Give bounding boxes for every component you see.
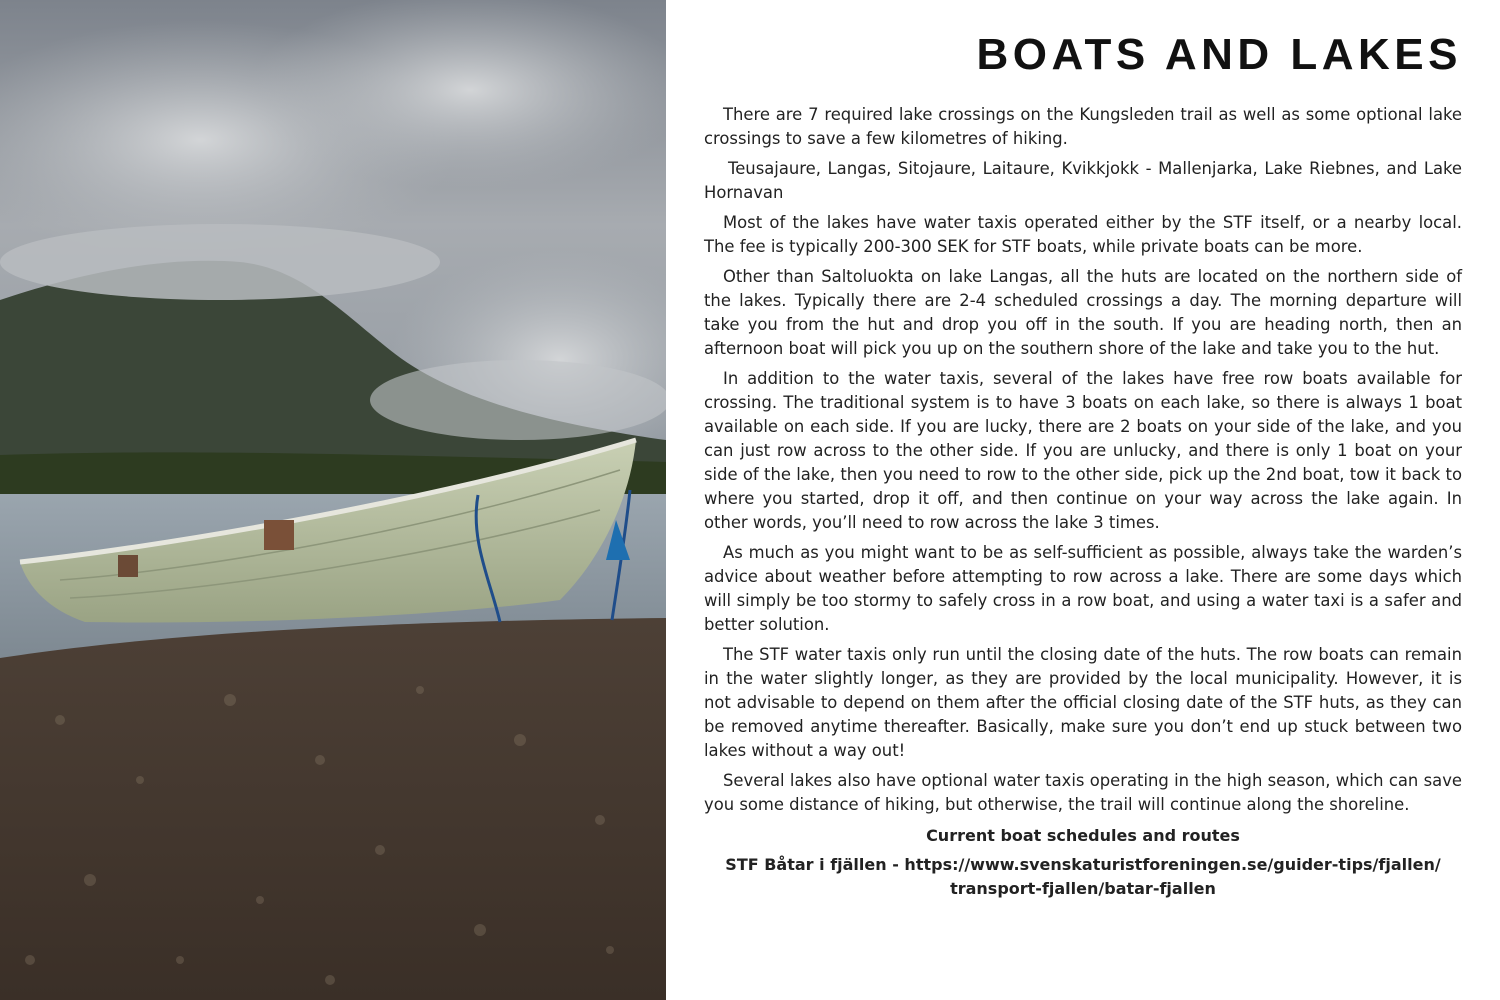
article-column [704,0,1462,1000]
stf-boats-link[interactable] [704,853,1462,901]
paragraph-weather-advice: As much as you might want to be as self-sufficient as possible, always take the warden’s advice about weather before attempting to row across a lake. There are some days which will simply be too stormy to safely cross in a row boat, and using a water taxi is a safer and better solution. [704,543,1462,634]
paragraph-huts-schedule: Other than Saltoluokta on lake Langas, all the huts are located on the northern side of the lakes. Typically there are 2-4 scheduled crossings a day. The morning departure will take you from the hut and drop you off in the south. If you are heading north, then an afternoon boat will pick you up on the southern shore of the lake and take you to the hut. [704,267,1462,358]
paragraph-closing-date: The STF water taxis only run until the closing date of the huts. The row boats can remain in the water slightly longer, as they are provided by the local municipality. However, it is not advisable to depend on them after the official closing date of the STF huts, as they can be removed anytime thereafter. Basically, make sure you don’t end up stuck between two lakes without a way out! [704,645,1462,760]
stf-boats-link-line2[interactable]: transport-fjallen/batar-fjallen [950,879,1216,898]
stf-boats-link-line1[interactable]: STF Båtar i fjällen - https://www.svenskaturistforeningen.se/guider-tips/fjallen/ [725,855,1441,874]
rowboat-lake-photo [0,0,666,1000]
article-body [704,103,1462,901]
paragraph-lake-list: Teusajaure, Langas, Sitojaure, Laitaure, Kvikkjokk - Mallenjarka, Lake Riebnes, and Lake Hornavan [704,159,1462,202]
page-title: BOATS AND LAKES [976,30,1462,79]
paragraph-optional-taxis: Several lakes also have optional water taxis operating in the high season, which can save you some distance of hiking, but otherwise, the trail will continue along the shoreline. [704,771,1462,814]
schedules-heading: Current boat schedules and routes [926,826,1240,845]
paragraph-water-taxis: Most of the lakes have water taxis operated either by the STF itself, or a nearby local. The fee is typically 200-300 SEK for STF boats, while private boats can be more. [704,213,1462,256]
paragraph-row-boats: In addition to the water taxis, several of the lakes have free row boats available for crossing. The traditional system is to have 3 boats on each lake, so there is always 1 boat available on each side. If you are lucky, there are 2 boats on your side of the lake, and you can just row across to the other side. If you are unlucky, and there is only 1 boat on your side of the lake, then you need to row to the other side, pick up the 2nd boat, tow it back to where you started, drop it off, and then continue on your way across the lake again. In other words, you’ll need to row across the lake 3 times. [704,369,1462,532]
paragraph-intro: There are 7 required lake crossings on the Kungsleden trail as well as some optional lake crossings to save a few kilometres of hiking. [704,105,1462,148]
